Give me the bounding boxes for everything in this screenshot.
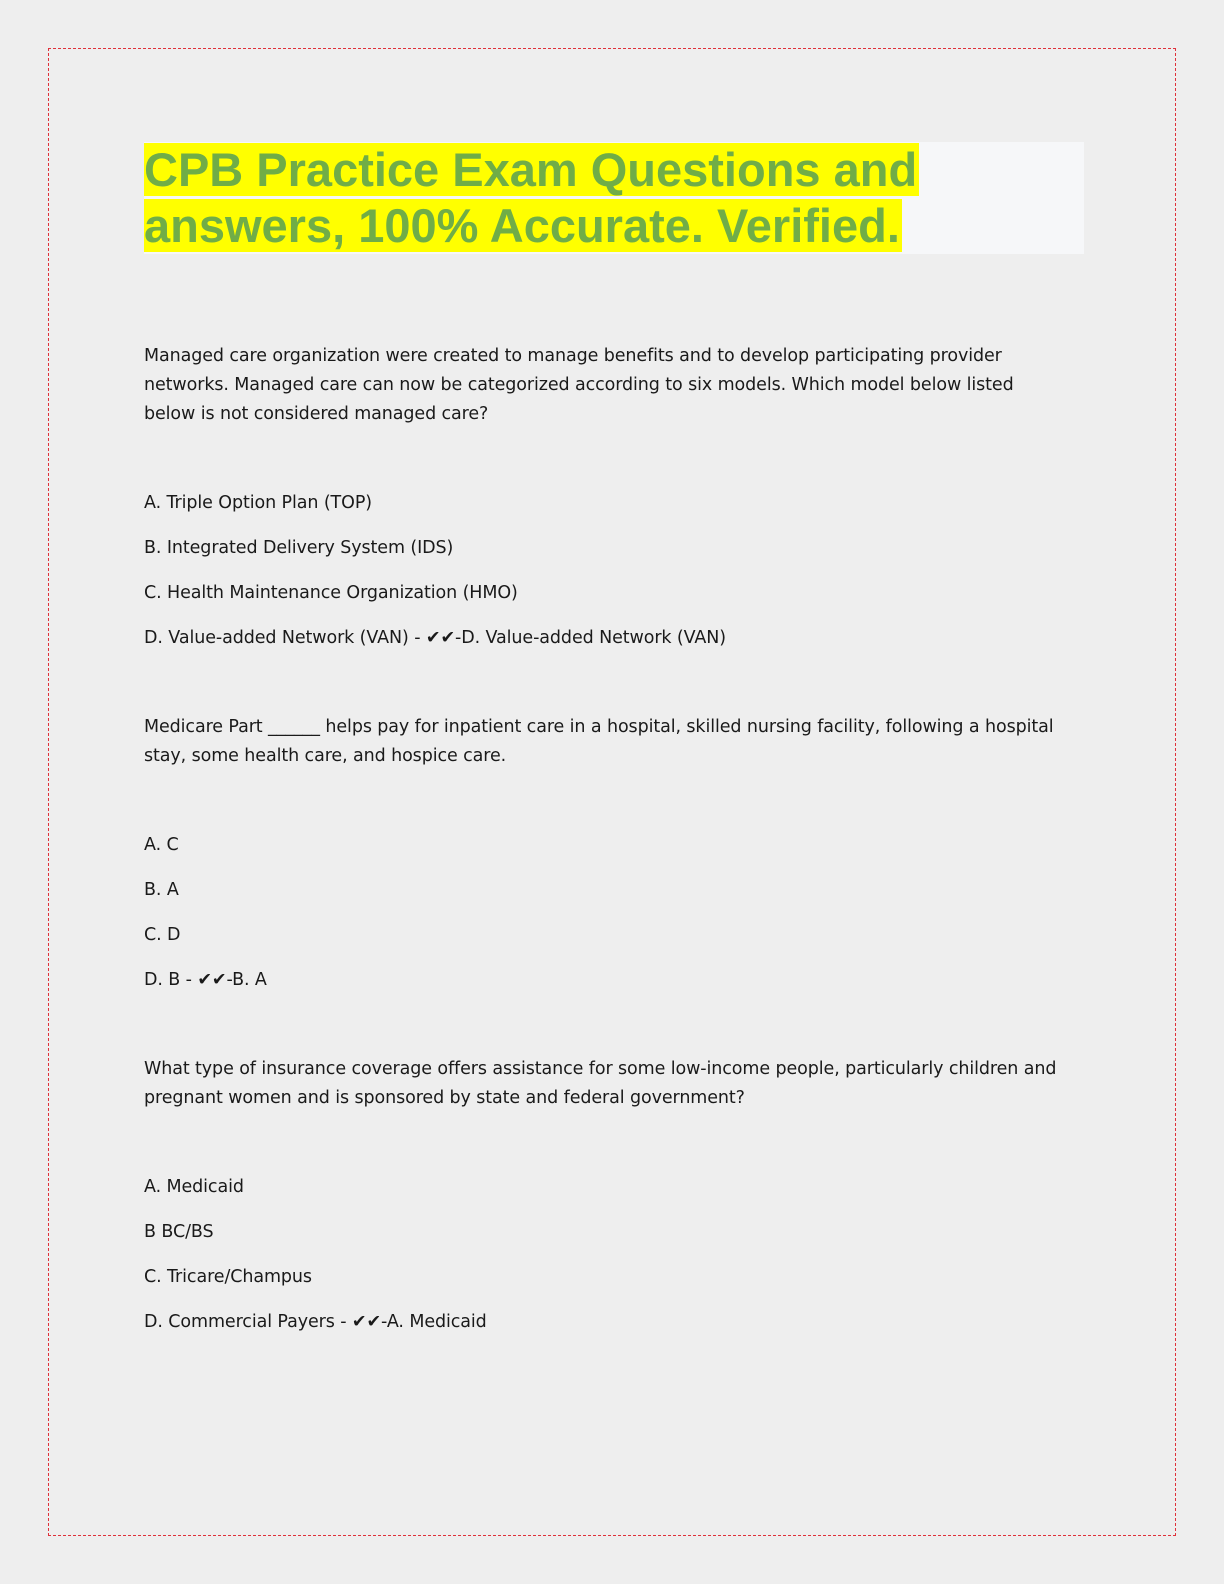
answer-option-d: D. Value-added Network (VAN) - ✔✔-D. Value-added Network (VAN) bbox=[144, 628, 726, 648]
title-line-2: answers, 100% Accurate. Verified. bbox=[144, 199, 900, 252]
answer-option-c: C. Health Maintenance Organization (HMO) bbox=[144, 583, 518, 603]
answer-option-a: A. Medicaid bbox=[144, 1177, 244, 1197]
question-block-2 bbox=[144, 713, 1064, 995]
answer-option-b: B. Integrated Delivery System (IDS) bbox=[144, 538, 454, 558]
question-text: What type of insurance coverage offers assistance for some low-income people, particularly children and pregnant women and is sponsored by state and federal government? bbox=[144, 1059, 1057, 1108]
question-text: Medicare Part ______ helps pay for inpatient care in a hospital, skilled nursing facility, following a hospital stay, some health care, and hospice care. bbox=[144, 717, 1054, 766]
question-text: Managed care organization were created to manage benefits and to develop participating provider networks. Managed care can now be categorized according to six models. Which model below listed below is not considered managed care? bbox=[144, 346, 1014, 424]
question-block-1 bbox=[144, 342, 1064, 653]
answer-option-b: B. A bbox=[144, 880, 179, 900]
question-block-3 bbox=[144, 1055, 1064, 1337]
answer-option-b: B BC/BS bbox=[144, 1222, 214, 1242]
answer-option-c: C. Tricare/Champus bbox=[144, 1267, 312, 1287]
answer-option-c: C. D bbox=[144, 925, 181, 945]
answer-option-d: D. B - ✔✔-B. A bbox=[144, 970, 267, 990]
title-line-1: CPB Practice Exam Questions and bbox=[144, 143, 918, 196]
answer-option-a: A. Triple Option Plan (TOP) bbox=[144, 493, 372, 513]
document-body bbox=[144, 342, 1064, 1397]
answer-option-d: D. Commercial Payers - ✔✔-A. Medicaid bbox=[144, 1312, 487, 1332]
answer-option-a: A. C bbox=[144, 835, 179, 855]
document-title bbox=[144, 142, 1084, 254]
